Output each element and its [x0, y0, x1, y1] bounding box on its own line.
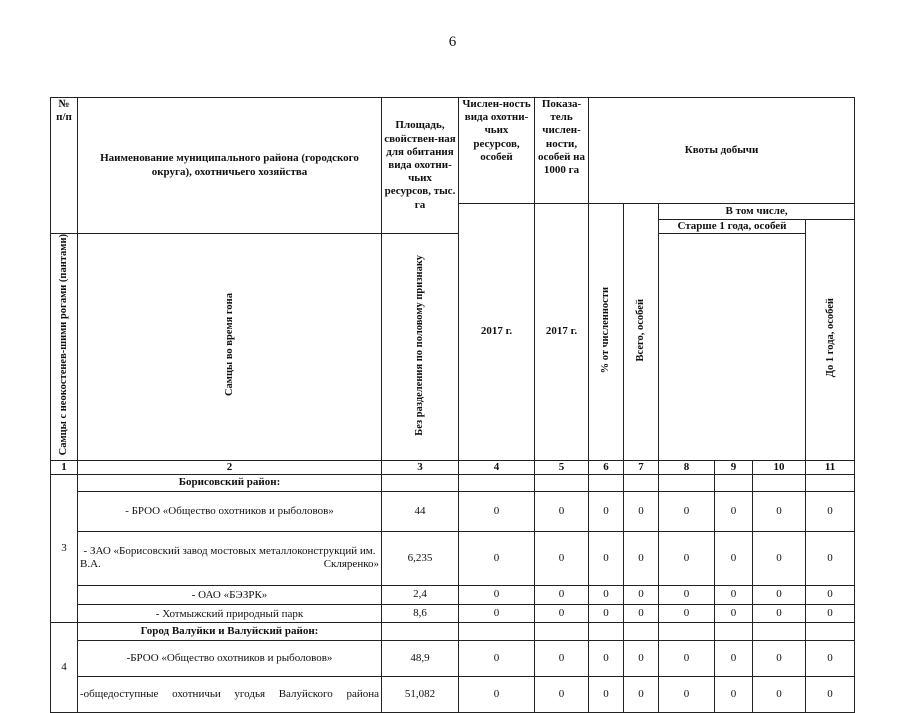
cell-value: 0	[806, 604, 855, 622]
header-pct: % от численности	[600, 286, 612, 373]
table-row	[51, 585, 855, 604]
cell-value: 0	[715, 531, 753, 585]
header-including: В том числе,	[659, 204, 855, 220]
cell-value: 0	[535, 604, 589, 622]
entity-name: - ЗАО «Борисовский завод мостовых металлоконструкций им. В.А. Скляренко»	[78, 531, 382, 585]
column-index: 3	[382, 460, 459, 474]
cell-value: 0	[806, 531, 855, 585]
cell-area: 44	[382, 491, 459, 531]
cell-value: 0	[753, 604, 806, 622]
cell-area: 2,4	[382, 585, 459, 604]
cell-value: 0	[589, 531, 624, 585]
table-row	[51, 640, 855, 676]
cell-value: 0	[753, 640, 806, 676]
cell-value: 0	[589, 676, 624, 712]
cell-value: 0	[459, 640, 535, 676]
cell-value: 0	[753, 531, 806, 585]
column-index: 6	[589, 460, 624, 474]
page-number: 6	[448, 34, 457, 50]
cell-value: 0	[715, 585, 753, 604]
cell-value: 0	[659, 604, 715, 622]
column-index: 4	[459, 460, 535, 474]
cell-value: 0	[624, 676, 659, 712]
cell-value: 0	[753, 676, 806, 712]
cell-value: 0	[806, 676, 855, 712]
column-index: 9	[715, 460, 753, 474]
header-no-sex: Без разделения по половому признаку	[414, 254, 426, 436]
header-year-density: 2017 г.	[535, 204, 589, 461]
column-index: 2	[78, 460, 382, 474]
column-index: 5	[535, 460, 589, 474]
header-males-antlers: Самцы с неокостенев-шими рогами (пантами)	[58, 234, 70, 456]
entity-name: -БРОО «Общество охотников и рыболовов»	[78, 640, 382, 676]
region-name: Город Валуйки и Валуйский район:	[78, 622, 382, 640]
cell-area: 6,235	[382, 531, 459, 585]
column-index-row	[51, 460, 855, 474]
cell-value: 0	[659, 640, 715, 676]
cell-value: 0	[806, 640, 855, 676]
region-number: 3	[51, 474, 78, 622]
cell-value: 0	[589, 491, 624, 531]
header-no: № п/п	[51, 98, 78, 234]
header-density: Показа-тель числен-ности, особей на 1000 га	[535, 98, 589, 204]
column-index: 11	[806, 460, 855, 474]
entity-name: - ОАО «БЭЗРК»	[78, 585, 382, 604]
column-index: 7	[624, 460, 659, 474]
cell-area: 48,9	[382, 640, 459, 676]
table-header	[51, 98, 855, 475]
cell-value: 0	[715, 491, 753, 531]
cell-value: 0	[659, 676, 715, 712]
region-number: 4	[51, 622, 78, 712]
cell-value: 0	[659, 585, 715, 604]
cell-value: 0	[715, 604, 753, 622]
cell-value: 0	[624, 491, 659, 531]
cell-value: 0	[624, 640, 659, 676]
table-row	[51, 604, 855, 622]
cell-value: 0	[753, 585, 806, 604]
cell-value: 0	[589, 640, 624, 676]
header-area: Площадь, свойствен-ная для обитания вида охотни-чьих ресурсов, тыс. га	[382, 98, 459, 234]
entity-name: -общедоступные охотничьи угодья Валуйского района	[78, 676, 382, 712]
cell-value: 0	[715, 676, 753, 712]
cell-value: 0	[459, 531, 535, 585]
cell-area: 51,082	[382, 676, 459, 712]
header-males-rut: Самцы во время гона	[223, 293, 235, 397]
header-under-1: До 1 года, особей	[824, 298, 836, 378]
entity-name: - Хотмыжский природный парк	[78, 604, 382, 622]
header-year-population: 2017 г.	[459, 204, 535, 461]
region-name: Борисовский район:	[78, 474, 382, 491]
cell-value: 0	[659, 531, 715, 585]
cell-value: 0	[589, 585, 624, 604]
cell-value: 0	[624, 585, 659, 604]
region-row	[51, 622, 855, 640]
table-body	[51, 474, 855, 712]
column-index: 1	[51, 460, 78, 474]
cell-value: 0	[753, 491, 806, 531]
cell-value: 0	[535, 676, 589, 712]
column-index: 8	[659, 460, 715, 474]
quota-table	[50, 97, 855, 713]
cell-value: 0	[459, 491, 535, 531]
table-row	[51, 676, 855, 712]
cell-area: 8,6	[382, 604, 459, 622]
cell-value: 0	[589, 604, 624, 622]
cell-value: 0	[535, 585, 589, 604]
cell-value: 0	[535, 531, 589, 585]
cell-value: 0	[715, 640, 753, 676]
cell-value: 0	[624, 604, 659, 622]
table-row	[51, 531, 855, 585]
cell-value: 0	[459, 585, 535, 604]
header-older: Старше 1 года, особей	[659, 220, 806, 234]
cell-value: 0	[459, 604, 535, 622]
cell-value: 0	[459, 676, 535, 712]
column-index: 10	[753, 460, 806, 474]
header-total: Всего, особей	[635, 298, 647, 362]
entity-name: - БРОО «Общество охотников и рыболовов»	[78, 491, 382, 531]
cell-value: 0	[535, 640, 589, 676]
header-name: Наименование муниципального района (городского округа), охотничьего хозяйства	[78, 98, 382, 234]
header-quota: Квоты добычи	[589, 98, 855, 204]
cell-value: 0	[624, 531, 659, 585]
cell-value: 0	[535, 491, 589, 531]
table-row	[51, 491, 855, 531]
header-population: Числен-ность вида охотни-чьих ресурсов, особей	[459, 98, 535, 204]
region-row	[51, 474, 855, 491]
cell-value: 0	[806, 585, 855, 604]
cell-value: 0	[806, 491, 855, 531]
cell-value: 0	[659, 491, 715, 531]
